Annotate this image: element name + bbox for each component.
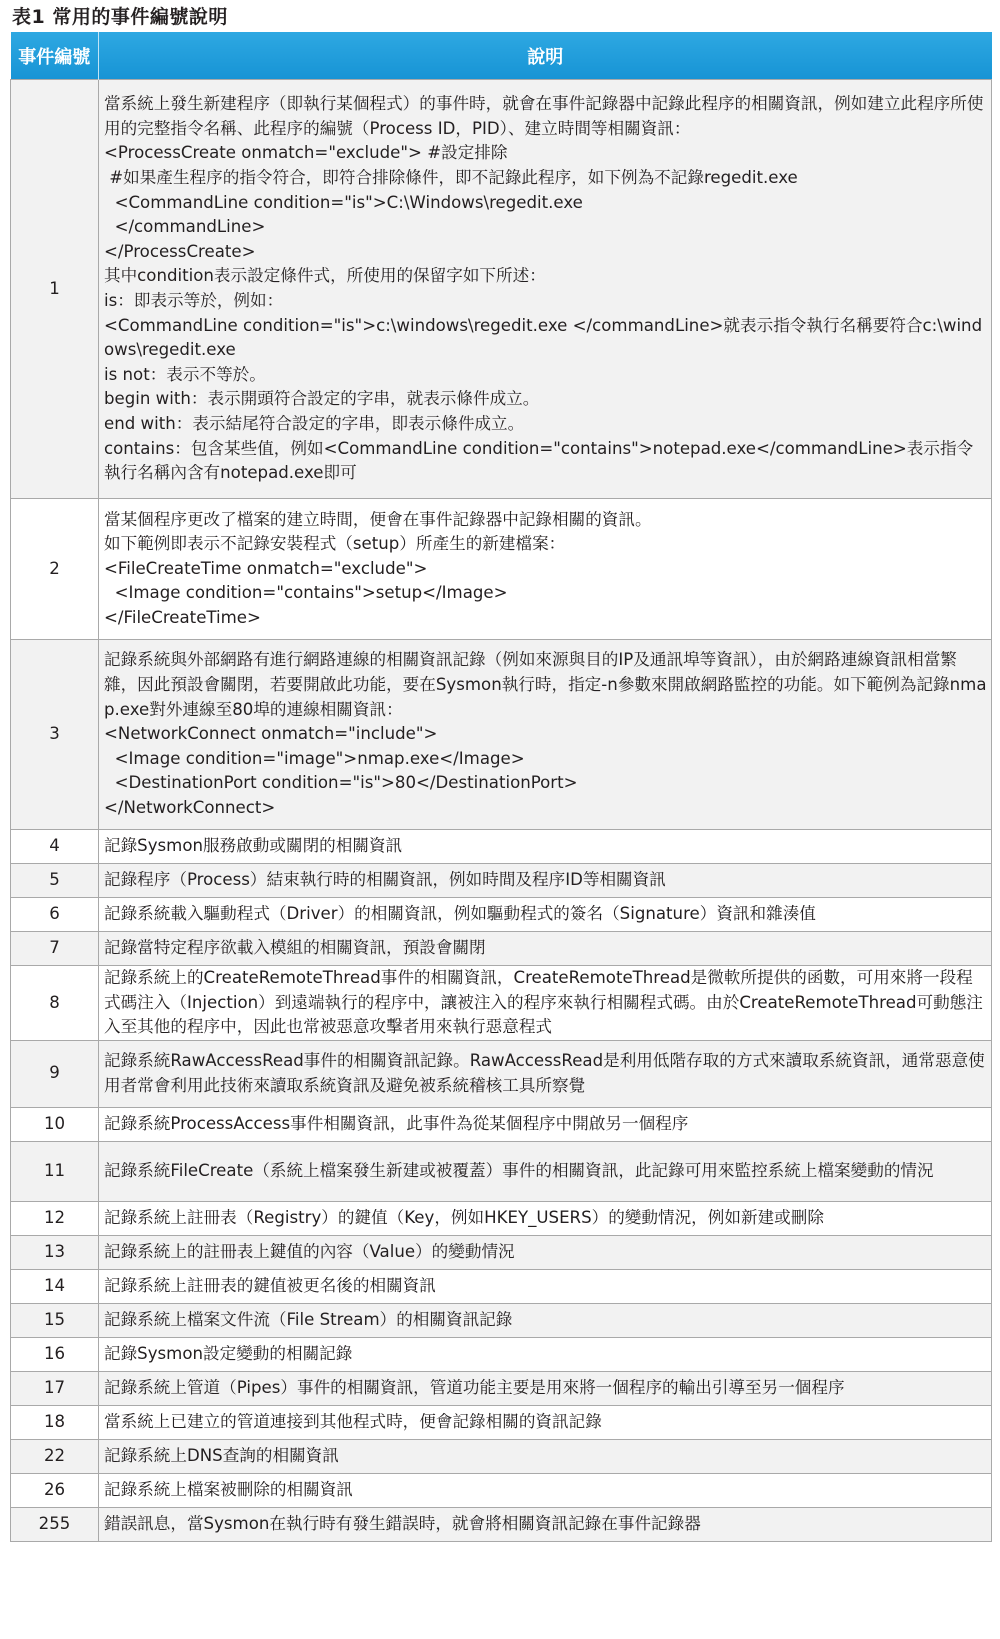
description-line: 記錄Sysmon設定變動的相關記錄 — [104, 1343, 353, 1363]
description-line: 記錄系統ProcessAccess事件相關資訊，此事件為從某個程序中開啟另一個程序 — [104, 1113, 689, 1133]
description-line: 如下範例即表示不記錄安裝程式（setup）所產生的新建檔案： — [104, 534, 566, 554]
event-id-cell: 255 — [11, 1507, 99, 1541]
description-line: #如果產生程序的指令符合，即符合排除條件，即不記錄此程序，如下例為不記錄regedit.exe — [104, 168, 798, 188]
description-cell — [99, 1303, 992, 1337]
description-line: </commandLine> — [104, 217, 266, 237]
table-row — [11, 1303, 992, 1337]
event-id-cell: 13 — [11, 1235, 99, 1269]
description-cell — [99, 1235, 992, 1269]
description-line: end with：表示結尾符合設定的字串，即表示條件成立。 — [104, 413, 525, 433]
table-row — [11, 1439, 992, 1473]
description-cell — [99, 1405, 992, 1439]
event-id-cell: 9 — [11, 1040, 99, 1107]
table-row — [11, 830, 992, 864]
event-id-cell: 11 — [11, 1141, 99, 1201]
description-cell — [99, 1201, 992, 1235]
description-line: 記錄系統上檔案文件流（File Stream）的相關資訊記錄 — [104, 1309, 513, 1329]
description-line: <Image condition="contains">setup</Image> — [104, 583, 508, 603]
description-line: 記錄系統上的CreateRemoteThread事件的相關資訊，CreateRemoteThread是微軟所提供的函數，可用來將一段程式碼注入（Injection）到遠端執行的程序中，讓被注入的程序來執行相關程式碼。由於CreateRemoteThread可動態注入至其他的程序中，因此也常被惡意攻擊者用來執行惡意程式 — [104, 968, 983, 1037]
description-cell — [99, 80, 992, 499]
header-description: 說明 — [99, 32, 992, 80]
event-id-cell: 6 — [11, 898, 99, 932]
event-id-cell: 16 — [11, 1337, 99, 1371]
description-line: 記錄系統FileCreate（系統上檔案發生新建或被覆蓋）事件的相關資訊，此記錄可用來監控系統上檔案變動的情況 — [104, 1160, 934, 1180]
table-row — [11, 1337, 992, 1371]
description-line: 當系統上發生新建程序（即執行某個程式）的事件時，就會在事件記錄器中記錄此程序的相關資訊，例如建立此程序所使用的完整指令名稱、此程序的編號（Process ID，PID）、建立時間等相關資訊： — [104, 94, 984, 138]
description-cell — [99, 1439, 992, 1473]
description-line: 當系統上已建立的管道連接到其他程式時，便會記錄相關的資訊記錄 — [104, 1411, 602, 1431]
table-row — [11, 1405, 992, 1439]
description-line: </FileCreateTime> — [104, 607, 261, 627]
description-line: 當某個程序更改了檔案的建立時間，便會在事件記錄器中記錄相關的資訊。 — [104, 509, 652, 529]
description-line: <NetworkConnect onmatch="include"> — [104, 724, 438, 744]
event-id-cell: 14 — [11, 1269, 99, 1303]
description-line: 記錄系統上註冊表的鍵值被更名後的相關資訊 — [104, 1275, 436, 1295]
event-id-cell: 5 — [11, 864, 99, 898]
description-cell — [99, 1141, 992, 1201]
table-body — [11, 80, 992, 1542]
event-id-cell: 2 — [11, 499, 99, 640]
event-id-cell: 3 — [11, 640, 99, 830]
event-id-cell: 8 — [11, 966, 99, 1041]
event-id-table — [10, 32, 992, 1542]
description-cell — [99, 864, 992, 898]
description-cell — [99, 1107, 992, 1141]
description-cell — [99, 1337, 992, 1371]
description-line: 記錄當特定程序欲載入模組的相關資訊，預設會關閉 — [104, 938, 486, 958]
description-line: is：即表示等於，例如： — [104, 291, 284, 310]
table-row — [11, 864, 992, 898]
description-line: 記錄系統上註冊表（Registry）的鍵值（Key，例如HKEY_USERS）的變動情況，例如新建或刪除 — [104, 1207, 824, 1227]
table-row — [11, 1507, 992, 1541]
table-row — [11, 1473, 992, 1507]
description-cell — [99, 1371, 992, 1405]
description-line: <CommandLine condition="is">C:\Windows\regedit.exe — [104, 192, 583, 212]
table-row — [11, 1201, 992, 1235]
event-id-cell: 26 — [11, 1473, 99, 1507]
table-row — [11, 932, 992, 966]
description-cell — [99, 1269, 992, 1303]
table-caption: 表1 常用的事件編號說明 — [12, 6, 228, 28]
event-id-cell: 12 — [11, 1201, 99, 1235]
event-id-cell: 15 — [11, 1303, 99, 1337]
header-event-id: 事件編號 — [11, 32, 99, 80]
description-line: begin with：表示開頭符合設定的字串，就表示條件成立。 — [104, 389, 540, 409]
description-line: <FileCreateTime onmatch="exclude"> — [104, 558, 428, 578]
description-line: 記錄Sysmon服務啟動或關閉的相關資訊 — [104, 836, 403, 856]
description-line: <Image condition="image">nmap.exe</Image> — [104, 748, 525, 768]
description-cell — [99, 1473, 992, 1507]
description-line: 錯誤訊息，當Sysmon在執行時有發生錯誤時，就會將相關資訊記錄在事件記錄器 — [104, 1513, 701, 1533]
event-id-cell: 1 — [11, 80, 99, 499]
description-line: 其中condition表示設定條件式，所使用的保留字如下所述： — [104, 266, 546, 286]
description-line: 記錄系統上管道（Pipes）事件的相關資訊，管道功能主要是用來將一個程序的輸出引導至另一個程序 — [104, 1377, 845, 1397]
event-id-cell: 22 — [11, 1439, 99, 1473]
description-line: 記錄系統上DNS查詢的相關資訊 — [104, 1445, 339, 1465]
description-line: </ProcessCreate> — [104, 241, 256, 261]
description-cell — [99, 499, 992, 640]
event-id-cell: 18 — [11, 1405, 99, 1439]
description-line: contains：包含某些值，例如<CommandLine condition="contains">notepad.exe</commandLine>表示指令執行名稱內含有notepad.exe即可 — [104, 438, 974, 483]
table-row — [11, 1107, 992, 1141]
table-row — [11, 898, 992, 932]
table-header-row — [11, 32, 992, 80]
table-row — [11, 1371, 992, 1405]
description-line: <DestinationPort condition="is">80</DestinationPort> — [104, 773, 578, 793]
description-line: 記錄系統上的註冊表上鍵值的內容（Value）的變動情況 — [104, 1241, 515, 1261]
table-row — [11, 1141, 992, 1201]
table-row — [11, 80, 992, 499]
description-line: 記錄系統上檔案被刪除的相關資訊 — [104, 1479, 353, 1499]
description-line: 記錄程序（Process）結束執行時的相關資訊，例如時間及程序ID等相關資訊 — [104, 870, 666, 890]
table-row — [11, 1040, 992, 1107]
description-line: <ProcessCreate onmatch="exclude"> #設定排除 — [104, 143, 508, 163]
description-line: 記錄系統與外部網路有進行網路連線的相關資訊記錄（例如來源與目的IP及通訊埠等資訊），由於網路連線資訊相當繁雜，因此預設會關閉，若要開啟此功能，要在Sysmon執行時，指定-n參數來開啟網路監控的功能。如下範例為記錄nmap.exe對外連線至80埠的連線相關資訊： — [104, 650, 987, 719]
table-row — [11, 966, 992, 1041]
event-id-cell: 17 — [11, 1371, 99, 1405]
description-line: </NetworkConnect> — [104, 797, 276, 817]
event-id-cell: 4 — [11, 830, 99, 864]
description-cell — [99, 830, 992, 864]
description-cell — [99, 932, 992, 966]
description-line: is not：表示不等於。 — [104, 364, 266, 384]
description-line: 記錄系統RawAccessRead事件的相關資訊記錄。RawAccessRead是利用低階存取的方式來讀取系統資訊，通常惡意使用者常會利用此技術來讀取系統資訊及避免被系統稽核工具所察覺 — [104, 1051, 985, 1095]
event-id-cell: 7 — [11, 932, 99, 966]
table-row — [11, 1269, 992, 1303]
description-cell — [99, 966, 992, 1041]
description-line: <CommandLine condition="is">c:\windows\regedit.exe </commandLine>就表示指令執行名稱要符合c:\windows\regedit.exe — [104, 315, 983, 360]
table-row — [11, 1235, 992, 1269]
description-cell — [99, 640, 992, 830]
event-id-cell: 10 — [11, 1107, 99, 1141]
description-cell — [99, 1507, 992, 1541]
description-cell — [99, 1040, 992, 1107]
table-row — [11, 640, 992, 830]
table-row — [11, 499, 992, 640]
description-cell — [99, 898, 992, 932]
description-line: 記錄系統載入驅動程式（Driver）的相關資訊，例如驅動程式的簽名（Signature）資訊和雜湊值 — [104, 904, 816, 924]
